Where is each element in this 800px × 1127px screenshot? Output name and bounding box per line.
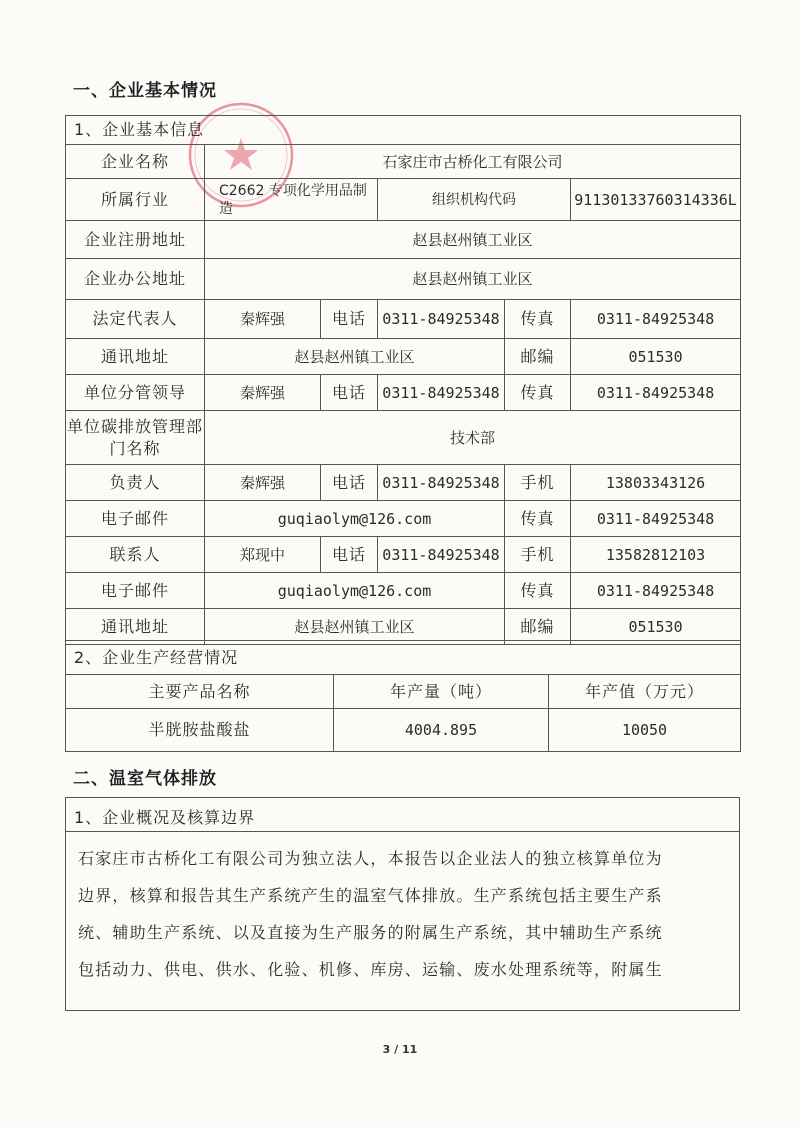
head-label: 负责人: [66, 465, 205, 501]
contact-fax: 0311-84925348: [571, 573, 741, 609]
contact-mobile: 13582812103: [571, 537, 741, 573]
industry-value: C2662 专项化学用品制造: [205, 179, 378, 221]
legal-rep-fax: 0311-84925348: [571, 300, 741, 339]
boundary-line: 统、辅助生产系统、以及直接为生产服务的附属生产系统，其中辅助生产系统: [78, 923, 663, 942]
phone-label: 电话: [321, 465, 378, 501]
phone-label: 电话: [321, 375, 378, 411]
phone-label: 电话: [321, 300, 378, 339]
contact-label: 联系人: [66, 537, 205, 573]
basic-info-subtitle: 1、企业基本信息: [66, 116, 741, 145]
legal-rep-value: 秦辉强: [205, 300, 321, 339]
office-address-value: 赵县赵州镇工业区: [205, 259, 741, 300]
mobile-label: 手机: [505, 465, 571, 501]
head-fax: 0311-84925348: [571, 501, 741, 537]
boundary-line: 边界，核算和报告其生产系统产生的温室气体排放。生产系统包括主要生产系: [78, 886, 663, 905]
production-header-output: 年产量（吨）: [334, 675, 549, 709]
mail-address-label: 通讯地址: [66, 609, 205, 645]
production-value-cell: 10050: [549, 709, 741, 752]
production-subtitle: 2、企业生产经营情况: [66, 641, 741, 675]
org-code-value: 91130133760314336L: [571, 179, 741, 221]
production-output-cell: 4004.895: [334, 709, 549, 752]
production-header-value: 年产值（万元）: [549, 675, 741, 709]
contact-mail-address: 赵县赵州镇工业区: [205, 609, 505, 645]
boundary-subtitle: 1、企业概况及核算边界: [74, 808, 256, 827]
page-number: 3 / 11: [382, 1043, 418, 1056]
boundary-line: 石家庄市古桥化工有限公司为独立法人，本报告以企业法人的独立核算单位为: [78, 849, 663, 868]
dept-label: 单位碳排放管理部门名称: [66, 411, 205, 465]
company-name-value: 石家庄市古桥化工有限公司: [205, 145, 741, 179]
head-value: 秦辉强: [205, 465, 321, 501]
fax-label: 传真: [505, 300, 571, 339]
head-mobile: 13803343126: [571, 465, 741, 501]
production-table: [65, 640, 741, 752]
leader-label: 单位分管领导: [66, 375, 205, 411]
reg-address-value: 赵县赵州镇工业区: [205, 221, 741, 259]
section2-title: 二、温室气体排放: [73, 769, 217, 789]
head-phone: 0311-84925348: [378, 465, 505, 501]
boundary-line: 包括动力、供电、供水、化验、机修、库房、运输、废水处理系统等，附属生: [78, 960, 663, 979]
industry-label: 所属行业: [66, 179, 205, 221]
dept-value: 技术部: [205, 411, 741, 465]
leader-fax: 0311-84925348: [571, 375, 741, 411]
company-name-label: 企业名称: [66, 145, 205, 179]
postcode-label: 邮编: [505, 339, 571, 375]
section1-title: 一、企业基本情况: [73, 81, 217, 101]
fax-label: 传真: [505, 573, 571, 609]
contact-value: 郑现中: [205, 537, 321, 573]
boundary-paragraph: [78, 840, 728, 988]
mail-address-value: 赵县赵州镇工业区: [205, 339, 505, 375]
contact-email-value: guqiaolym@126.com: [205, 573, 505, 609]
email-label: 电子邮件: [66, 573, 205, 609]
basic-info-table: [65, 115, 741, 645]
postcode-value: 051530: [571, 339, 741, 375]
fax-label: 传真: [505, 375, 571, 411]
production-header-product: 主要产品名称: [66, 675, 334, 709]
fax-label: 传真: [505, 501, 571, 537]
legal-rep-phone: 0311-84925348: [378, 300, 505, 339]
org-code-label: 组织机构代码: [378, 179, 571, 221]
phone-label: 电话: [321, 537, 378, 573]
office-address-label: 企业办公地址: [66, 259, 205, 300]
legal-rep-label: 法定代表人: [66, 300, 205, 339]
head-email-value: guqiaolym@126.com: [205, 501, 505, 537]
reg-address-label: 企业注册地址: [66, 221, 205, 259]
mobile-label: 手机: [505, 537, 571, 573]
email-label: 电子邮件: [66, 501, 205, 537]
mail-address-label: 通讯地址: [66, 339, 205, 375]
production-product-cell: 半胱胺盐酸盐: [66, 709, 334, 752]
leader-value: 秦辉强: [205, 375, 321, 411]
contact-phone: 0311-84925348: [378, 537, 505, 573]
postcode-label: 邮编: [505, 609, 571, 645]
contact-postcode: 051530: [571, 609, 741, 645]
leader-phone: 0311-84925348: [378, 375, 505, 411]
